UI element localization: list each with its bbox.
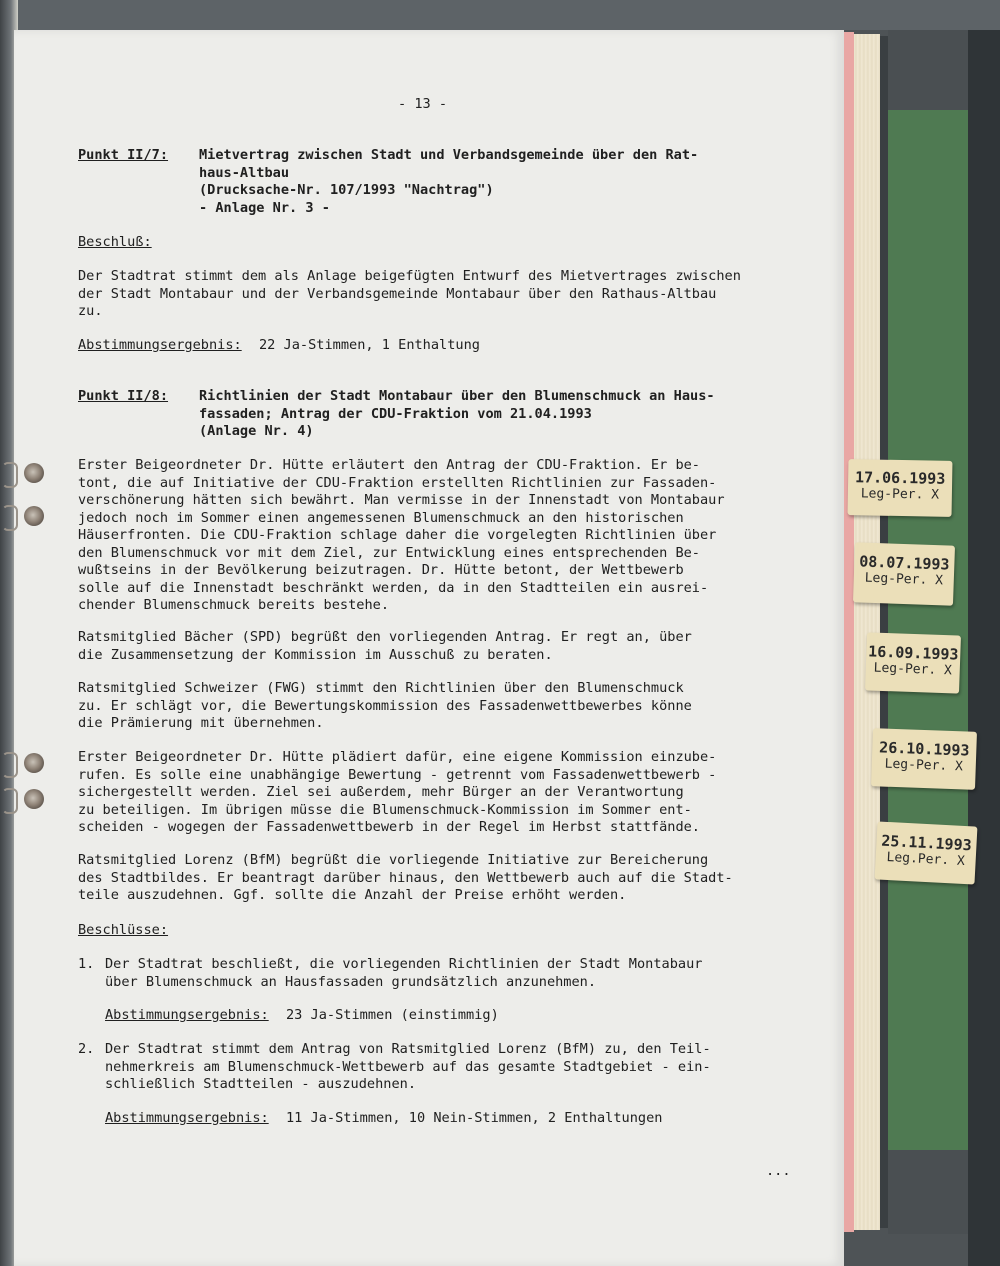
text-line: über Blumenschmuck an Hausfassaden grundsätzlich anzunehmen. [105, 973, 597, 990]
resolution-number: 1. [78, 956, 95, 972]
text-line: solle auf die Innenstadt beschränkt werden, da in den Stadtteilen ein ausrei- [78, 579, 709, 596]
page-number: - 13 - [398, 96, 448, 112]
beschluss-heading: Beschluß: [78, 234, 152, 250]
vote-result: 23 Ja-Stimmen (einstimmig) [286, 1007, 499, 1023]
text-line: des Stadtbildes. Er beantragt darüber hinaus, den Wettbewerb auch auf die Stadt- [78, 869, 733, 886]
text-line: jedoch noch im Sommer einen angemessenen Blumenschmuck an den historischen [78, 509, 684, 526]
text-line: wußtseins in der Bevölkerung beizutragen. Dr. Hütte betont, der Wettbewerb [78, 562, 684, 578]
text-line: sichergestellt werden. Ziel sei außerdem, mehr Bürger an der Verantwortung [78, 784, 684, 800]
text-line: zu beteiligen. Im übrigen müsse die Blumenschmuck-Kommission im Sommer ent- [78, 801, 692, 818]
item-title-line: fassaden; Antrag der CDU-Fraktion vom 21.04.1993 [199, 405, 592, 422]
vote-label: Abstimmungsergebnis: [105, 1110, 269, 1126]
item-title-line: haus-Altbau [199, 164, 290, 181]
tab-label: Leg-Per. X [864, 570, 944, 589]
text-line: chender Blumenschmuck bereits bestehe. [78, 597, 389, 613]
tab-date: 08.07.1993 [858, 552, 950, 574]
text-line: Erster Beigeordneter Dr. Hütte plädiert dafür, eine eigene Kommission einzube- [78, 749, 717, 765]
resolution-number: 2. [78, 1041, 95, 1057]
item-title-line: Mietvertrag zwischen Stadt und Verbandsgemeinde über den Rat- [199, 147, 699, 163]
tab-label: Leg-Per. X [873, 660, 953, 679]
text-line: tont, die auf Initiative der CDU-Fraktion erstellten Richtlinien zur Fassaden- [78, 474, 717, 491]
item-label: Punkt II/7: [78, 147, 169, 163]
text-line: nehmerkreis am Blumenschmuck-Wettbewerb auf das gesamte Stadtgebiet - ein- [105, 1058, 711, 1075]
tab-date: 16.09.1993 [867, 642, 959, 664]
tab-label: Leg-Per. X [884, 756, 964, 775]
beschluesse-heading: Beschlüsse: [78, 922, 169, 938]
text-line: die Prämierung mit übernehmen. [78, 715, 324, 731]
vote-result: 22 Ja-Stimmen, 1 Enthaltung [259, 337, 480, 353]
item-title-line: (Anlage Nr. 4) [199, 423, 314, 439]
text-line: Erster Beigeordneter Dr. Hütte erläutert den Antrag der CDU-Fraktion. Er be- [78, 457, 700, 473]
text-line: die Zusammensetzung der Kommission im Ausschuß zu beraten. [78, 646, 553, 663]
text-line: Der Stadtrat stimmt dem Antrag von Ratsmitglied Lorenz (BfM) zu, den Teil- [105, 1041, 711, 1057]
text-line: Ratsmitglied Schweizer (FWG) stimmt den Richtlinien über den Blumenschmuck [78, 680, 684, 696]
item-title-line: Richtlinien der Stadt Montabaur über den Blumenschmuck an Haus- [199, 388, 715, 404]
text-line: schließlich Stadtteilen - auszudehnen. [105, 1076, 416, 1092]
vote-result: 11 Ja-Stimmen, 10 Nein-Stimmen, 2 Enthaltungen [286, 1110, 663, 1126]
text-line: teile auszudehnen. Ggf. sollte die Anzahl der Preise erhöht werden. [78, 887, 627, 903]
tab-date: 25.11.1993 [880, 831, 973, 855]
text-line: scheiden - wogegen der Fassadenwettbewerb in der Regel im Herbst stattfände. [78, 819, 700, 835]
tab-date: 26.10.1993 [878, 738, 970, 760]
text-line: Der Stadtrat stimmt dem als Anlage beigefügten Entwurf des Mietvertrages zwischen [78, 268, 741, 284]
text-line: Häuserfronten. Die CDU-Fraktion schlage daher die vorgelegten Richtlinien über [78, 527, 717, 543]
vote-label: Abstimmungsergebnis: [78, 337, 242, 353]
item-title-line: (Drucksache-Nr. 107/1993 "Nachtrag") [199, 182, 494, 198]
continuation-marker: ... [766, 1163, 791, 1179]
tab-date: 17.06.1993 [854, 468, 946, 488]
text-line: rufen. Es solle eine unabhängige Bewertung - getrennt vom Fassadenwettbewerb - [78, 766, 717, 783]
vote-label: Abstimmungsergebnis: [105, 1007, 269, 1023]
text-line: zu. Er schlägt vor, die Bewertungskommission des Fassadenwettbewerbes könne [78, 697, 692, 714]
tab-label: Leg-Per. X [860, 486, 940, 503]
item-label: Punkt II/8: [78, 388, 169, 404]
item-title-line: - Anlage Nr. 3 - [199, 199, 330, 216]
text-line: der Stadt Montabaur und der Verbandsgemeinde Montabaur über den Rathaus-Altbau [78, 285, 717, 302]
tab-label: Leg.Per. X [886, 849, 966, 870]
text-line: Der Stadtrat beschließt, die vorliegenden Richtlinien der Stadt Montabaur [105, 956, 703, 972]
text-line: verschönerung hätten sich bewährt. Man vermisse in der Innenstadt von Montabaur [78, 492, 725, 508]
text-line: den Blumenschmuck vor mit dem Ziel, zur Entwicklung eines entsprechenden Be- [78, 544, 700, 561]
text-line: zu. [78, 303, 103, 319]
text-line: Ratsmitglied Lorenz (BfM) begrüßt die vorliegende Initiative zur Bereicherung [78, 852, 709, 868]
text-line: Ratsmitglied Bächer (SPD) begrüßt den vorliegenden Antrag. Er regt an, über [78, 629, 692, 645]
